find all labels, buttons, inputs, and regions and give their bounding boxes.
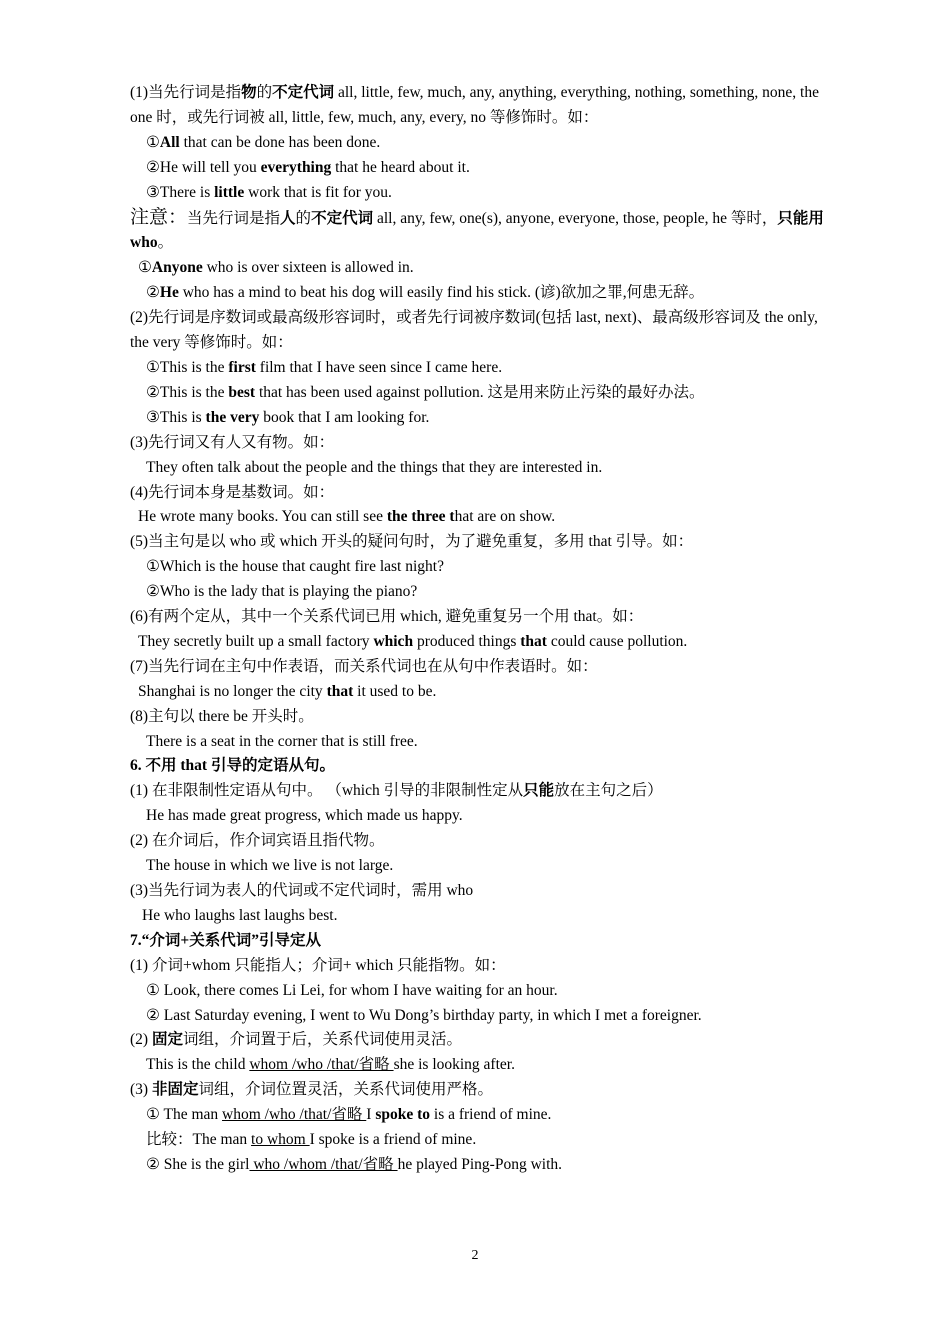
bold-text: Anyone [151, 259, 203, 277]
text-line [130, 156, 825, 181]
text-line [130, 131, 825, 156]
bold-text: 不定代词 [272, 84, 335, 101]
text-run: film that I have seen since I came here. [255, 358, 503, 376]
text-run: could cause pollution. [546, 632, 688, 650]
text-line [130, 1128, 825, 1153]
bold-text: everything [260, 158, 332, 176]
text-run: ①Which is the house that caught fire last night? [146, 558, 444, 576]
text-run: Shanghai is no longer the city [138, 682, 327, 700]
page-number: 2 [471, 1248, 479, 1263]
text-run: who has a mind to beat his dog will easily find his stick. (谚)欲加之罪,何患无辞。 [178, 284, 705, 302]
text-run: (5)当主句是以 who 或 which 开头的疑问句时，为了避免重复，多用 that 引导。如： [130, 533, 694, 551]
section-heading [130, 929, 825, 954]
bold-text: All [159, 133, 180, 151]
text-run: it used to be. [353, 682, 437, 700]
text-line [130, 705, 825, 730]
text-line [130, 580, 825, 605]
bold-text: 人 [280, 209, 296, 227]
text-run: she is looking after. [393, 1056, 515, 1074]
text-run: produced things [413, 632, 521, 650]
text-run: (2) [130, 1031, 152, 1049]
text-line [130, 854, 825, 879]
text-line [130, 431, 825, 456]
section-heading [130, 754, 825, 779]
text-run: (3) [130, 1081, 152, 1099]
bold-text: 物 [241, 84, 257, 101]
bold-text: He [159, 284, 179, 302]
text-run: hat are on show. [454, 508, 556, 526]
text-run: They secretly built up a small factory [138, 632, 374, 650]
text-run: ② Last Saturday evening, I went to Wu Dong’s birthday party, in which I met a foreigner. [146, 1006, 702, 1024]
text-line [130, 954, 825, 979]
text-line [130, 281, 825, 306]
text-run: ②He will tell you [146, 158, 261, 176]
text-run: (8)主句以 there be 开头时。 [130, 707, 314, 725]
text-run: ② [146, 284, 160, 302]
text-run: This is the child [146, 1056, 250, 1074]
text-run: (7)当先行词在主句中作表语，而关系代词也在从句中作表语时。如： [130, 657, 598, 675]
text-line [130, 829, 825, 854]
text-run: I spoke is a friend of mine. [309, 1131, 477, 1149]
text-run: 比较：The man [146, 1131, 252, 1149]
bold-text: that [326, 682, 354, 700]
text-run: ②This is the [146, 383, 229, 401]
text-line [130, 81, 825, 131]
text-line [130, 1103, 825, 1128]
bold-text: 只能 [523, 782, 555, 800]
bold-text: spoke to [375, 1106, 431, 1124]
text-run: ③This is [146, 408, 206, 426]
text-run: ② She is the girl [146, 1155, 250, 1173]
note-label: 注意： [130, 206, 188, 228]
bold-text: that [520, 632, 547, 650]
text-run: 的 [256, 84, 273, 101]
text-line [130, 406, 825, 431]
bold-text: 非固定 [151, 1081, 199, 1099]
text-line [130, 655, 825, 680]
document-body [130, 81, 825, 1178]
text-run: 词组，介词置于后，关系代词使用灵活。 [182, 1031, 462, 1049]
text-line [130, 530, 825, 555]
underlined-text: who /whom /that/省略 [249, 1155, 398, 1173]
text-run: (1) 介词+whom 只能指人；介词+ which 只能指物。如： [130, 956, 506, 974]
text-line [130, 306, 825, 356]
text-run: (2) 在介词后，作介词宾语且指代物。 [130, 832, 385, 850]
text-line [130, 481, 825, 506]
text-run: The house in which we live is not large. [146, 857, 394, 875]
bold-text: which [373, 632, 414, 650]
text-run: ① [138, 259, 152, 277]
underlined-text: whom /who /that/省略 [222, 1106, 367, 1124]
text-run: is a friend of mine. [430, 1106, 552, 1124]
text-run: ②Who is the lady that is playing the piano? [146, 583, 418, 601]
bold-text: little [214, 183, 245, 201]
underlined-text: whom /who /that/省略 [249, 1056, 394, 1074]
bold-text: the three t [386, 508, 455, 526]
text-line [130, 456, 825, 481]
text-run: 6. 不用 that 引导的定语从句。 [130, 757, 335, 775]
text-line [130, 804, 825, 829]
bold-text: first [228, 358, 256, 376]
text-line [130, 730, 825, 755]
text-run: ① [146, 133, 160, 151]
text-run: 。 [157, 234, 174, 252]
text-line [130, 381, 825, 406]
bold-text: 只能用 who [130, 209, 824, 252]
text-line [130, 904, 825, 929]
text-line [130, 605, 825, 630]
text-run: 当先行词是指 [187, 209, 281, 227]
text-run: I [366, 1106, 376, 1124]
text-line [130, 206, 825, 257]
text-run: (3)当先行词为表人的代词或不定代词时，需用 who [130, 882, 474, 899]
text-run: (3)先行词又有人又有物。如： [130, 433, 335, 451]
text-line [130, 555, 825, 580]
text-line [130, 1004, 825, 1029]
text-run: There is a seat in the corner that is still free. [146, 732, 418, 750]
text-line [130, 779, 825, 804]
text-run: all, little, few, much, any, anything, everything, nothing, something, none, the one 时，或先行词被 all, little, few, much, any, every, no 等修饰时。如： [130, 84, 819, 126]
text-run: 7.“介词+关系代词”引导定从 [130, 931, 321, 949]
text-run: he played Ping-Pong with. [397, 1155, 563, 1173]
text-run: that can be done has been done. [179, 133, 381, 151]
text-run: (6)有两个定从，其中一个关系代词已用 which, 避免重复另一个用 that。如： [130, 608, 644, 626]
text-run: He has made great progress, which made us happy. [146, 807, 463, 825]
text-run: (4)先行词本身是基数词。如： [130, 483, 335, 501]
bold-text: the very [205, 408, 260, 426]
text-line [130, 256, 825, 281]
text-line [130, 1053, 825, 1078]
underlined-text: to whom [251, 1131, 310, 1149]
text-line [130, 879, 825, 904]
text-line [130, 979, 825, 1004]
text-run: ① The man [146, 1106, 223, 1124]
text-line [130, 1028, 825, 1053]
text-run: who is over sixteen is allowed in. [202, 259, 414, 277]
text-run: 词组，介词位置灵活，关系代词使用严格。 [198, 1081, 493, 1099]
text-run: (1)当先行词是指 [130, 84, 242, 101]
bold-text: 固定 [151, 1031, 183, 1049]
text-run: that has been used against pollution. 这是用来防止污染的最好办法。 [255, 383, 705, 401]
text-run: book that I am looking for. [259, 408, 430, 426]
text-run: 的 [295, 209, 312, 227]
text-line [130, 1078, 825, 1103]
text-run: (2)先行词是序数词或最高级形容词时，或者先行词被序数词(包括 last, next)、最高级形容词及 the only, the very 等修饰时。如： [130, 309, 818, 352]
text-run: ① Look, there comes Li Lei, for whom I have waiting for an hour. [146, 981, 558, 999]
text-run: that he heard about it. [331, 158, 470, 176]
text-line [130, 680, 825, 705]
text-run: He wrote many books. You can still see [138, 508, 387, 526]
text-run: He who laughs last laughs best. [142, 906, 338, 924]
bold-text: 不定代词 [311, 209, 374, 227]
text-line [130, 630, 825, 655]
text-run: all, any, few, one(s), anyone, everyone, those, people, he 等时， [373, 209, 778, 227]
text-line [130, 1153, 825, 1178]
text-run: (1) 在非限制性定语从句中。 （which 引导的非限制性定从 [130, 782, 524, 800]
text-run: They often talk about the people and the things that they are interested in. [146, 458, 603, 476]
text-line [130, 505, 825, 530]
bold-text: best [228, 383, 256, 401]
text-line [130, 356, 825, 381]
text-run: ③There is [146, 183, 215, 201]
text-line [130, 181, 825, 206]
text-run: 放在主句之后） [554, 782, 663, 800]
text-run: ①This is the [146, 358, 229, 376]
text-run: work that is fit for you. [244, 183, 392, 201]
